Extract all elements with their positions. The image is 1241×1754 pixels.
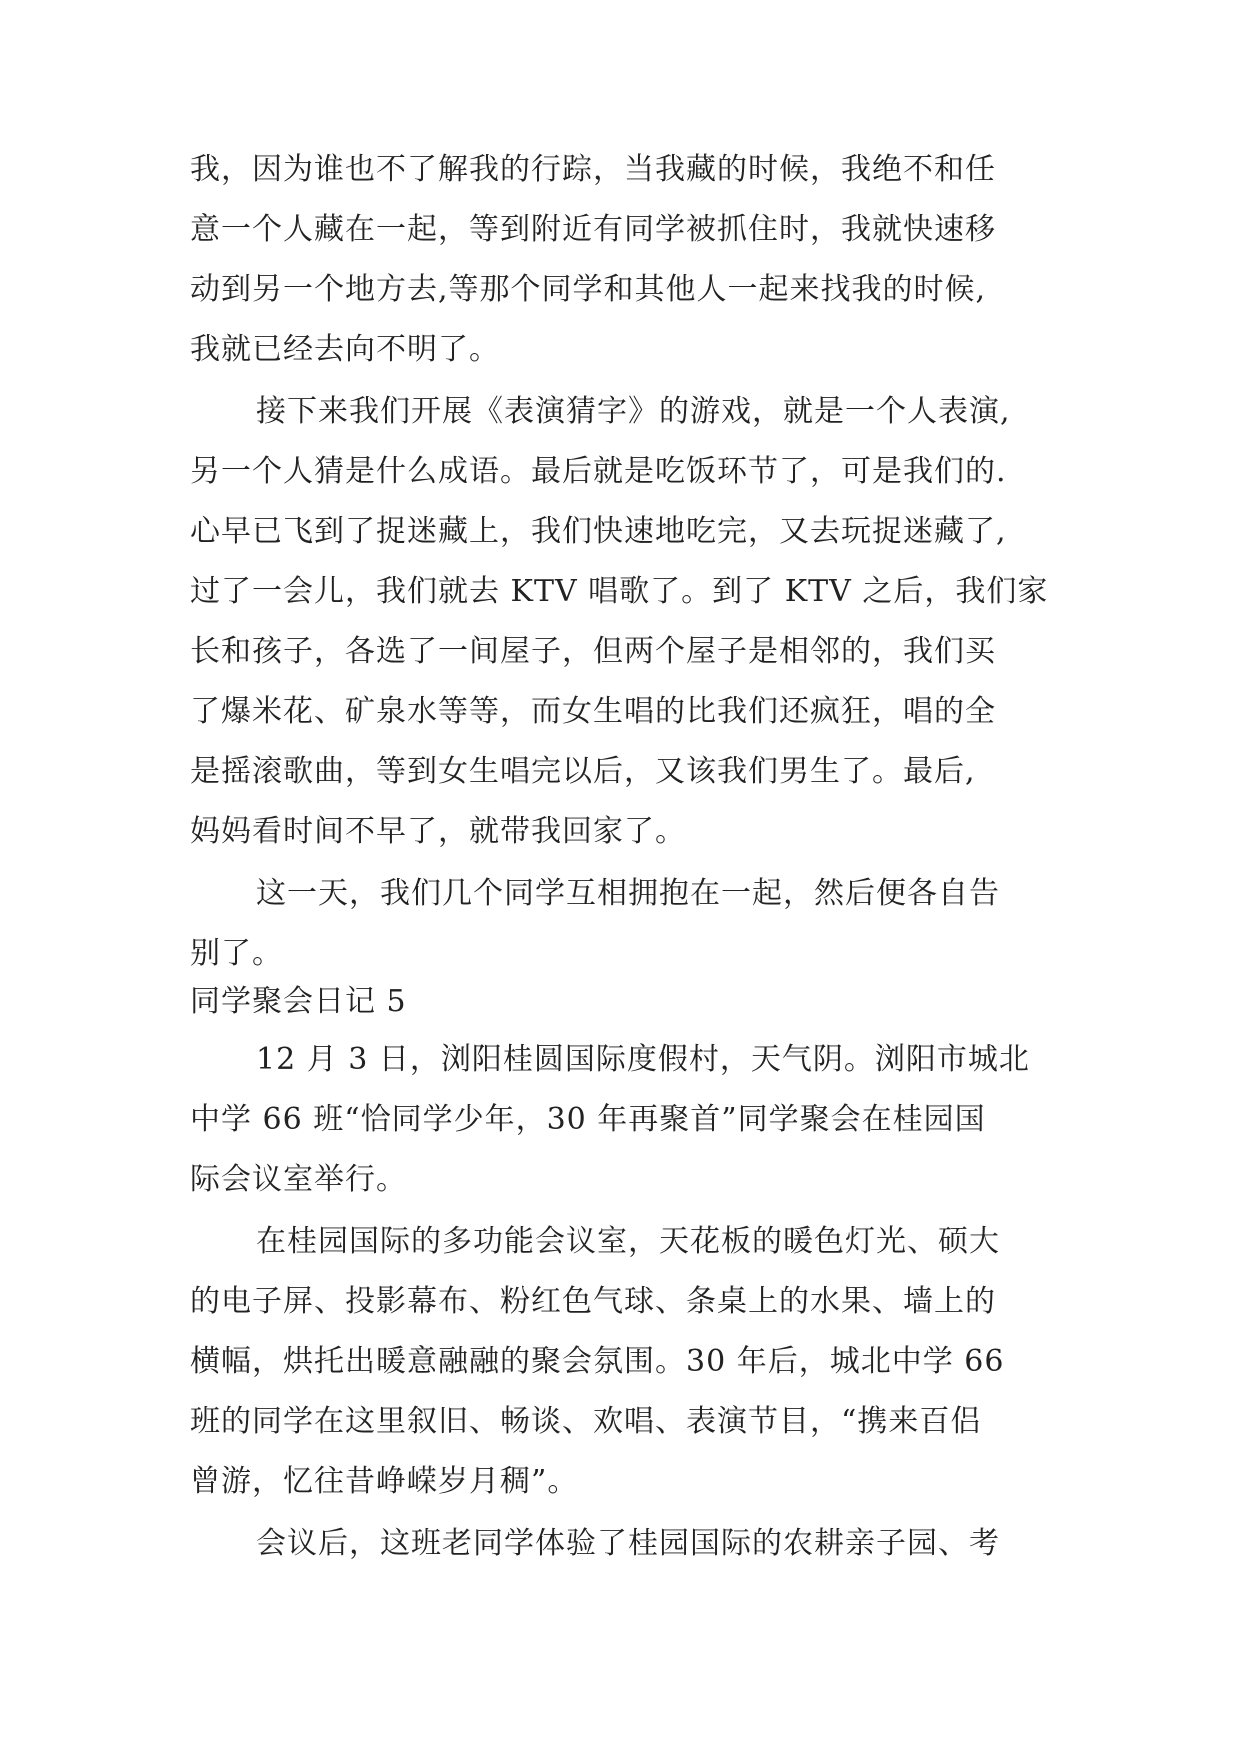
paragraph-line: 长和孩子，各选了一间屋子，但两个屋子是相邻的，我们买 xyxy=(190,634,996,669)
paragraph-line: 中学 66 班“恰同学少年，30 年再聚首”同学聚会在桂园国 xyxy=(190,1102,986,1137)
paragraph-line: 心早已飞到了捉迷藏上，我们快速地吃完，又去玩捉迷藏了, xyxy=(190,514,1007,549)
paragraph-line: 妈妈看时间不早了，就带我回家了。 xyxy=(190,814,686,849)
paragraph-line: 意一个人藏在一起，等到附近有同学被抓住时，我就快速移 xyxy=(190,212,996,247)
paragraph-line: 动到另一个地方去,等那个同学和其他人一起来找我的时候, xyxy=(190,272,987,307)
paragraph-line: 横幅，烘托出暖意融融的聚会氛围。30 年后，城北中学 66 xyxy=(190,1344,1005,1379)
paragraph-line: 际会议室举行。 xyxy=(190,1162,407,1197)
paragraph-line: 12 月 3 日，浏阳桂圆国际度假村，天气阴。浏阳市城北 xyxy=(256,1042,1030,1077)
paragraph-line: 接下来我们开展《表演猜字》的游戏，就是一个人表演, xyxy=(256,394,1011,429)
section-heading: 同学聚会日记 5 xyxy=(190,984,407,1019)
paragraph-line: 班的同学在这里叙旧、畅谈、欢唱、表演节目，“携来百侣 xyxy=(190,1404,982,1439)
paragraph-line: 过了一会儿，我们就去 KTV 唱歌了。到了 KTV 之后，我们家 xyxy=(190,574,1049,609)
paragraph-line: 的电子屏、投影幕布、粉红色气球、条桌上的水果、墙上的 xyxy=(190,1284,996,1319)
paragraph-line: 是摇滚歌曲，等到女生唱完以后，又该我们男生了。最后, xyxy=(190,754,976,789)
paragraph-line: 会议后，这班老同学体验了桂园国际的农耕亲子园、考 xyxy=(256,1526,1000,1561)
paragraph-line: 别了。 xyxy=(190,936,283,971)
paragraph-line: 了爆米花、矿泉水等等，而女生唱的比我们还疯狂，唱的全 xyxy=(190,694,996,729)
paragraph-line: 这一天，我们几个同学互相拥抱在一起，然后便各自告 xyxy=(256,876,1000,911)
paragraph-line: 曾游，忆往昔峥嵘岁月稠”。 xyxy=(190,1464,579,1499)
paragraph-line: 在桂园国际的多功能会议室，天花板的暖色灯光、硕大 xyxy=(256,1224,1000,1259)
paragraph-line: 我，因为谁也不了解我的行踪，当我藏的时候，我绝不和任 xyxy=(190,152,996,187)
paragraph-line: 我就已经去向不明了。 xyxy=(190,332,500,367)
paragraph-line: 另一个人猜是什么成语。最后就是吃饭环节了，可是我们的. xyxy=(190,454,1007,489)
